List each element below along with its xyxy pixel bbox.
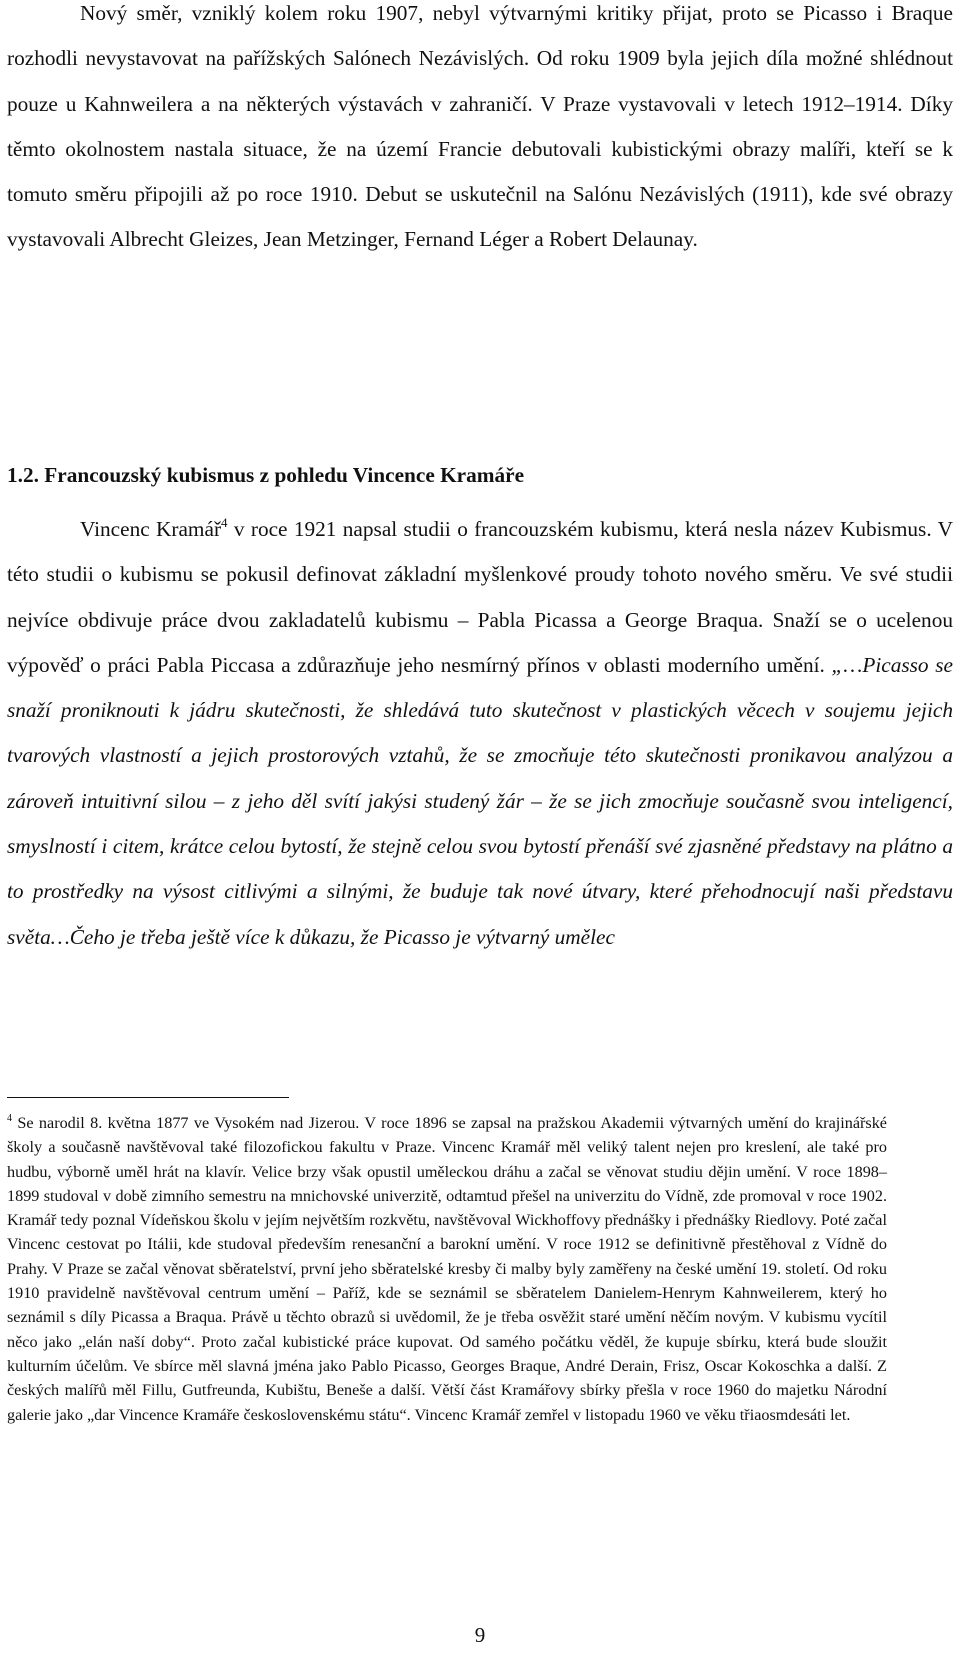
lead-name: Vincenc Kramář [80,517,222,541]
body-paragraph-1: Nový směr, vzniklý kolem roku 1907, nebyl výtvarnými kritiky přijat, proto se Picasso i Braque rozhodli nevystavovat na pařížských Salónech Nezávislých. Od roku 1909 byla jejich díla možné shlédnout pouze u Kahnweilera a na některých výstavách v zahraničí. V Praze vystavovali v letech 1912–1914. Díky těmto okolnostem nastala situace, že na území Francie debutovali kubistickými obrazy malíři, kteří se k tomuto směru připojili až po roce 1910. Debut se uskutečnil na Salónu Nezávislých (1911), kde své obrazy vystavovali Albrecht Gleizes, Jean Metzinger, Fernand Léger a Robert Delaunay. [7,1,953,252]
body-paragraph-2 [7,507,953,960]
paragraph-text: v roce 1921 napsal studii o francouzském kubismu, která nesla název Kubismus. V této studii o kubismu se pokusil definovat základní myšlenkové proudy tohoto nového směru. Ve své studii nejvíce obdivuje práce dvou zakladatelů kubismu – Pabla Picassa a George Braqua. Snaží se o ucelenou výpověď o práci Pabla Piccasa a zdůrazňuje jeho nesmírný přínos v oblasti moderního umění. [7,517,953,677]
footnote-text: Se narodil 8. května 1877 ve Vysokém nad Jizerou. V roce 1896 se zapsal na pražskou Akademii výtvarných umění do krajinářské školy a současně navštěvoval také filozofickou fakultu v Praze. Vincenc Kramář měl veliký talent nejen pro kreslení, ale také pro hudbu, výborně uměl hrát na klavír. Velice brzy však opustil uměleckou dráhu a začal se věnovat studiu dějin umění. V roce 1898–1899 studoval v době zimního semestru na mnichovské univerzitě, odtamtud přešel na univerzitu do Vídně, zde promoval v roce 1902. Kramář tedy poznal Vídeňskou školu v jejím největším rozkvětu, navštěvoval Wickhoffovy přednášky i přednášky Riedlovy. Poté začal Vincenc cestovat po Itálii, kde studoval především renesanční a barokní umění. V roce 1912 se definitivně přestěhoval z Vídně do Prahy. V Praze se začal věnovat sběratelství, první jeho sběratelské kresby či malby byly zaměřeny na české umění 19. století. Od roku 1910 pravidelně navštěvoval centrum umění – Paříž, kde se seznámil se sběratelem Danielem-Henrym Kahnweilerem, který ho seznámil s díly Picassa a Braqua. Právě u těchto obrazů si uvědomil, že je třeba osvěžit staré umění něčím novým. V kubismu vycítil něco jako „elán naší doby“. Proto začal kubistické práce kupovat. Od samého počátku věděl, že kupuje sbírku, která bude sloužit kulturním účelům. Ve sbírce měl slavná jména jako Pablo Picasso, Georges Braque, André Derain, Frisz, Oscar Kokoschka a další. Z českých malířů měl Fillu, Gutfreunda, Kubištu, Beneše a další. Větší část Kramářovy sbírky přešla v roce 1960 do majetku Národní galerie jako „dar Vincence Kramáře československému státu“. Vincenc Kramář zemřel v listopadu 1960 ve věku třiaosmdesáti let. [7,1114,887,1424]
page-number: 9 [474,1623,486,1647]
footnote-separator [7,1097,289,1098]
footnote [7,1111,887,1427]
footnote-reference[interactable]: 4 [221,515,228,530]
section-heading: 1.2. Francouzský kubismus z pohledu Vincence Kramáře [7,463,525,487]
footnote-number: 4 [7,1113,12,1124]
kramar-quote: „…Picasso se snaží proniknouti k jádru skutečnosti, že shledává tuto skutečnost v plastických věcech v soujemu jejich tvarových vlastností a jejich prostorových vztahů, že se zmocňuje této skutečnosti pronikavou analýzou a zároveň intuitivní silou – z jeho děl svítí jakýsi studený žár – že se jich zmocňuje současně svou inteligencí, smyslností i citem, krátce celou bytostí, že stejně celou svou bytostí přenáší své zjasněné představy na plátno a to prostředky na výsost citlivými a silnými, že buduje tak nové útvary, které přehodnocují naši představu světa…Čeho je třeba ještě více k důkazu, že Picasso je výtvarný umělec [7,652,953,949]
